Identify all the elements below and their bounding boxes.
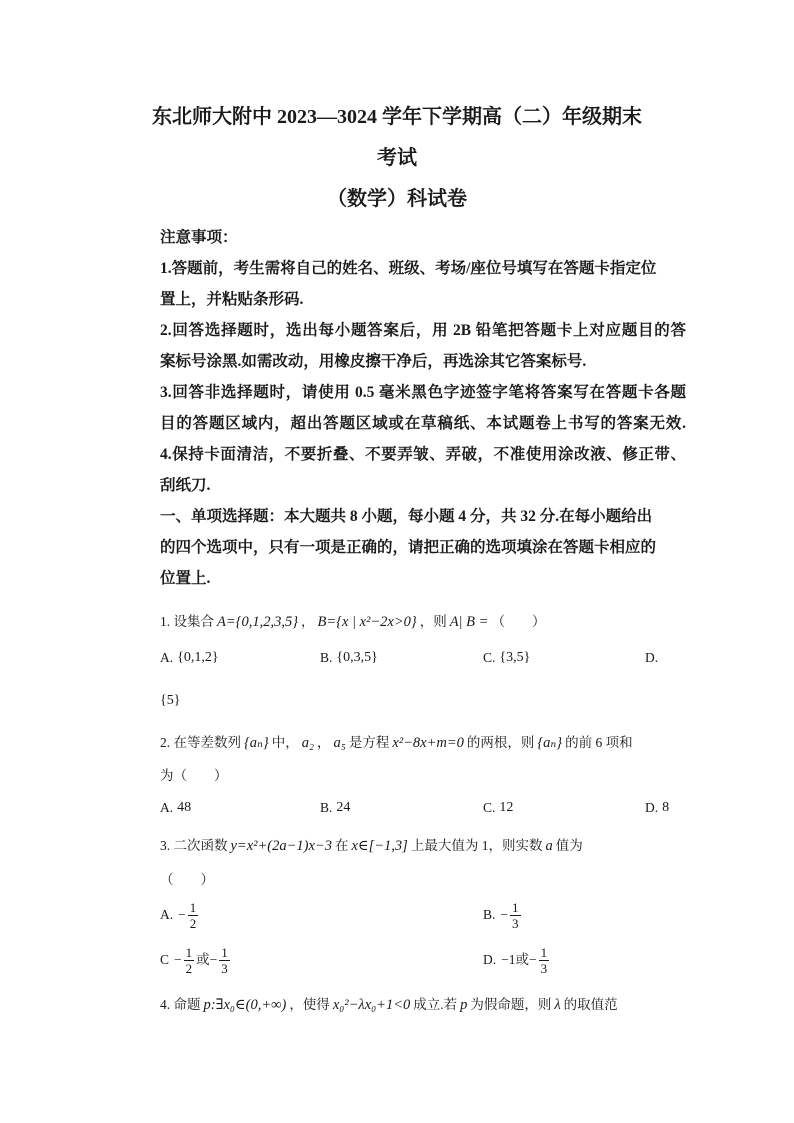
question-number: 1.	[160, 614, 171, 629]
question-1-stem	[160, 611, 545, 633]
option-label: C.	[483, 650, 496, 665]
question-2-options	[160, 797, 690, 819]
instruction-line: 目的答题区域内，超出答题区域或在草稿纸、本试题卷上书写的答案无效.	[160, 415, 686, 432]
question-text: 值为	[555, 838, 583, 853]
option-c	[483, 797, 513, 819]
math-expression: a₂	[301, 735, 315, 751]
instruction-line: 3.回答非选择题时，请使用 0.5 毫米黑色字迹签字笔将答案写在答题卡各题	[160, 384, 686, 401]
question-number: 4.	[160, 997, 171, 1012]
option-value: 48	[177, 800, 192, 815]
option-b	[320, 647, 378, 669]
question-3-options-cd	[160, 940, 690, 980]
section-heading-line: 一、单项选择题：本大题共 8 小题，每小题 4 分，共 32 分.在每小题给出	[160, 508, 653, 525]
option-c	[483, 647, 530, 669]
fraction-denominator: 2	[185, 960, 193, 976]
math-expression: A| B =	[449, 614, 489, 630]
title-line-1: 东北师大附中 2023—3024 学年下学期高（二）年级期末	[152, 106, 642, 128]
question-text: 的取值范	[563, 997, 618, 1012]
option-label: D.	[645, 800, 659, 815]
question-text: 的前 6 项和	[565, 735, 633, 750]
minus-sign: −	[529, 952, 537, 967]
question-text: 设集合	[173, 614, 214, 629]
question-3-options-ab	[160, 895, 690, 935]
fraction-denominator: 3	[540, 960, 548, 976]
instruction-line: 4.保持卡面清洁，不要折叠、不要弄皱、弄破，不准使用涂改液、修正带、	[160, 446, 686, 463]
instruction-item-2	[160, 315, 686, 377]
question-text: ，使得	[289, 997, 330, 1012]
option-label: B.	[483, 907, 496, 922]
question-text: 中，	[271, 735, 299, 750]
question-2-stem-line-2	[160, 765, 228, 787]
instruction-line: 置上，并粘贴条形码.	[160, 291, 304, 308]
question-1-options	[160, 647, 690, 669]
instruction-line: 1.答题前，考生需将自己的姓名、班级、考场/座位号填写在答题卡指定位	[160, 260, 657, 277]
question-text: ，则	[419, 614, 447, 629]
option-label: B.	[320, 650, 333, 665]
option-c	[160, 940, 232, 980]
section-heading	[160, 501, 686, 594]
minus-sign: −	[209, 952, 218, 967]
fraction-denominator: 3	[221, 960, 228, 976]
math-expression: x∈[−1,3]	[351, 838, 408, 854]
fraction-numerator: 1	[540, 944, 548, 960]
option-d	[483, 940, 551, 980]
math-expression: {aₙ}	[537, 735, 563, 751]
option-label: A.	[160, 650, 174, 665]
option-a	[160, 797, 191, 819]
question-text: 是方程	[348, 735, 390, 750]
math-expression: p	[460, 997, 468, 1013]
option-a	[160, 895, 200, 935]
instruction-line: 案标号涂黑.如需改动，用橡皮擦干净后，再选涂其它答案标号.	[160, 353, 587, 370]
minus-sign: −	[500, 907, 509, 922]
option-label: D.	[483, 952, 497, 967]
option-value: {5}	[160, 693, 181, 708]
fraction	[188, 900, 199, 931]
instruction-item-4	[160, 439, 686, 501]
option-d	[645, 647, 658, 669]
minus-sign: −	[174, 952, 182, 967]
question-text: ，	[301, 614, 315, 629]
instructions-heading: 注意事项：	[160, 229, 238, 246]
option-value: {0,3,5}	[336, 650, 378, 665]
question-text: 成立.若	[413, 997, 458, 1012]
math-expression: y=x²+(2a−1)x−3	[230, 838, 332, 854]
fraction-numerator: 1	[185, 944, 193, 960]
fraction	[539, 945, 550, 976]
question-1-option-d-value	[160, 689, 180, 711]
option-value: 12	[499, 800, 514, 815]
question-2-stem	[160, 732, 633, 754]
option-b	[483, 895, 523, 935]
math-expression: a	[545, 838, 553, 854]
fraction-denominator: 3	[512, 915, 519, 931]
option-value: 8	[662, 800, 670, 815]
option-label: C	[160, 952, 170, 967]
question-text: 在	[334, 838, 349, 853]
math-expression: a₅	[333, 735, 346, 751]
question-text: 命题	[173, 997, 201, 1012]
minus-sign: −	[178, 907, 186, 922]
fraction	[510, 900, 521, 931]
section-heading-line: 的四个选项中，只有一项是正确的，请把正确的选项填涂在答题卡相应的	[160, 539, 657, 556]
subject-subtitle: （数学）科试卷	[327, 188, 467, 210]
option-label: C.	[483, 800, 496, 815]
option-label: A.	[160, 907, 174, 922]
option-lead-text: −1或	[501, 952, 529, 967]
option-value: {0,1,2}	[177, 650, 219, 665]
question-4-stem	[160, 994, 618, 1016]
instruction-item-1	[160, 253, 686, 315]
answer-parenthesis: （ ）	[491, 614, 546, 629]
math-expression: A={0,1,2,3,5}	[217, 614, 298, 630]
fraction-numerator: 1	[221, 944, 228, 960]
question-text: 的两根，则	[466, 735, 535, 750]
instructions-block	[160, 222, 686, 594]
question-text: 二次函数	[173, 838, 228, 853]
question-number: 2.	[160, 735, 171, 750]
instruction-line: 2.回答选择题时，选出每小题答案后，用 2B 铅笔把答题卡上对应题目的答	[160, 322, 686, 339]
option-label: A.	[160, 800, 174, 815]
option-b	[320, 797, 350, 819]
option-d	[645, 797, 669, 819]
option-label: D.	[645, 650, 659, 665]
answer-parenthesis: （ ）	[160, 872, 214, 887]
question-text: 为（ ）	[160, 768, 228, 783]
option-value: 24	[336, 800, 351, 815]
title-line-2: 考试	[377, 147, 417, 169]
question-3-stem-line-2	[160, 869, 214, 891]
option-label: B.	[320, 800, 333, 815]
exam-title	[0, 97, 794, 220]
math-expression: x²−8x+m=0	[392, 735, 464, 751]
math-expression: λ	[554, 997, 561, 1013]
fraction-numerator: 1	[512, 899, 519, 915]
fraction	[184, 945, 195, 976]
fraction	[219, 945, 230, 976]
fraction-numerator: 1	[189, 899, 197, 915]
fraction-denominator: 2	[189, 915, 197, 931]
question-text: 上最大值为 1，则实数	[410, 838, 543, 853]
instruction-line: 刮纸刀.	[160, 477, 211, 494]
question-3-stem	[160, 835, 583, 857]
section-heading-line: 位置上.	[160, 570, 211, 587]
option-value: {3,5}	[499, 650, 531, 665]
math-expression: B={x | x²−2x>0}	[317, 614, 417, 630]
math-expression: x₀²−λx₀+1<0	[332, 997, 411, 1013]
math-expression: {aₙ}	[244, 735, 269, 751]
instruction-item-3	[160, 377, 686, 439]
question-text: ，	[317, 735, 331, 750]
question-text: 在等差数列	[173, 735, 241, 750]
question-text: 为假命题，则	[470, 997, 552, 1012]
question-number: 3.	[160, 838, 171, 853]
option-a	[160, 647, 219, 669]
option-join-text: 或	[196, 952, 210, 967]
math-expression: p:∃x₀∈(0,+∞)	[203, 997, 287, 1013]
